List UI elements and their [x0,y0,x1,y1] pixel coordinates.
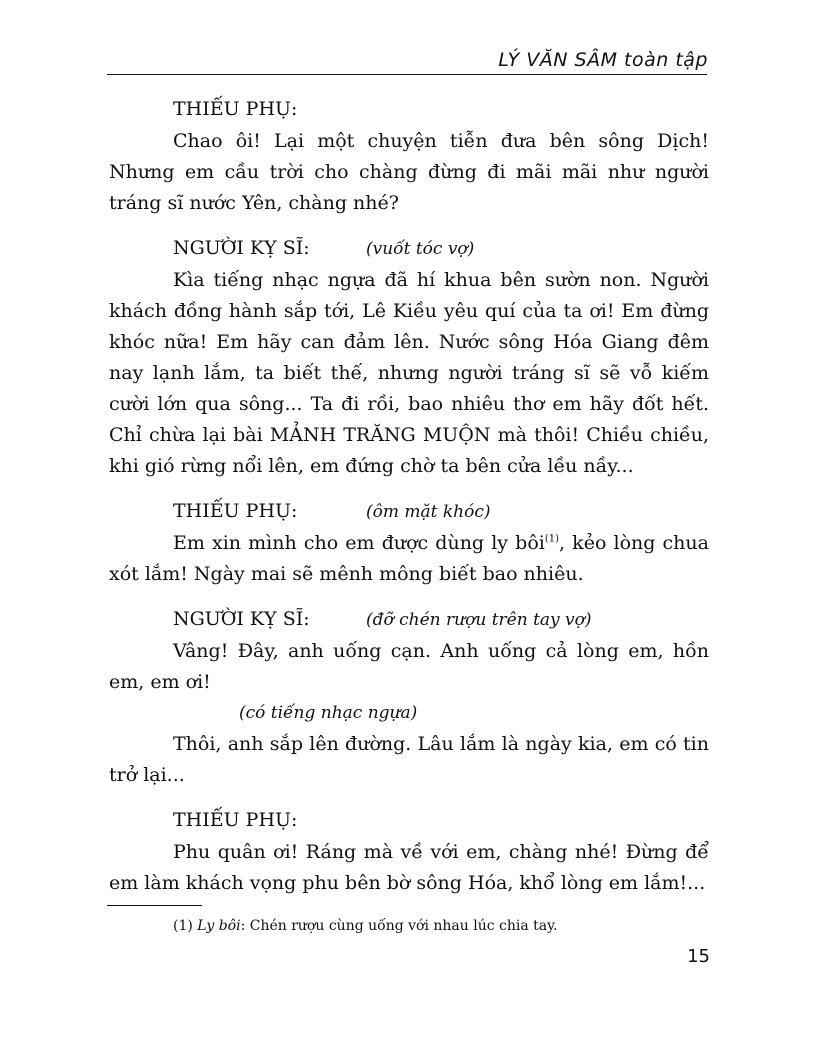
dialogue-paragraph [109,528,709,590]
speaker-line [109,604,709,636]
stage-direction: (đỡ chén rượu trên tay vợ) [366,610,592,630]
dialogue-paragraph: Thôi, anh sắp lên đường. Lâu lắm là ngày kia, em có tin trở lại... [109,733,709,786]
speaker-line [109,805,709,837]
footnote-term: Ly bôi [197,918,241,934]
paragraph-text: , kẻo lòng chua xót lắm! Ngày mai sẽ mênh mông biết bao nhiêu. [109,532,709,585]
footnote [173,918,558,934]
stage-direction-line: (có tiếng nhạc ngựa) [239,703,418,723]
page-number: 15 [687,946,710,967]
speaker-line [109,94,709,126]
speaker-name: THIẾU PHỤ: [173,98,298,120]
stage-direction: (vuốt tóc vợ) [366,239,475,259]
speaker-name: THIẾU PHỤ: [173,500,298,522]
speaker-name: THIẾU PHỤ: [173,809,298,831]
stage-direction: (ôm mặt khóc) [366,502,491,522]
running-header-title: LÝ VĂN SÂM toàn tập [498,49,708,71]
speaker-line [109,233,709,265]
header-rule [107,74,707,75]
body-text [109,94,709,899]
dialogue-paragraph: Vâng! Đây, anh uống cạn. Anh uống cả lòng em, hồn em, em ơi! [109,640,709,693]
dialogue-paragraph: Chao ôi! Lại một chuyện tiễn đưa bên sông Dịch! Nhưng em cầu trời cho chàng đừng đi mãi mãi như người tráng sĩ nước Yên, chàng nhé? [109,130,709,214]
speaker-name: NGƯỜI KỴ SĨ: [173,608,310,630]
speaker-name: NGƯỜI KỴ SĨ: [173,237,310,259]
footnote-reference[interactable]: (1) [544,533,560,545]
footnote-rule [107,905,202,906]
footnote-marker: (1) [173,918,193,934]
speaker-line [109,496,709,528]
footnote-text: : Chén rượu cùng uống với nhau lúc chia tay. [240,918,558,934]
dialogue-paragraph: Phu quân ơi! Ráng mà về với em, chàng nhé! Đừng để em làm khách vọng phu bên bờ sông Hóa, khổ lòng em lắm!... [109,841,709,894]
dialogue-paragraph: Kìa tiếng nhạc ngựa đã hí khua bên sườn non. Người khách đồng hành sắp tới, Lê Kiều yêu quí của ta ơi! Em đừng khóc nữa! Em hãy can đảm lên. Nước sông Hóa Giang đêm nay lạnh lắm, ta biết thế, nhưng người tráng sĩ sẽ vỗ kiếm cười lớn qua sông... Ta đi rồi, bao nhiêu thơ em hãy đốt hết. Chỉ chừa lại bài MẢNH TRĂNG MUỘN mà thôi! Chiều chiều, khi gió rừng nổi lên, em đứng chờ ta bên cửa lều nầy... [109,269,709,477]
paragraph-text: Em xin mình cho em được dùng ly bôi [173,532,545,554]
